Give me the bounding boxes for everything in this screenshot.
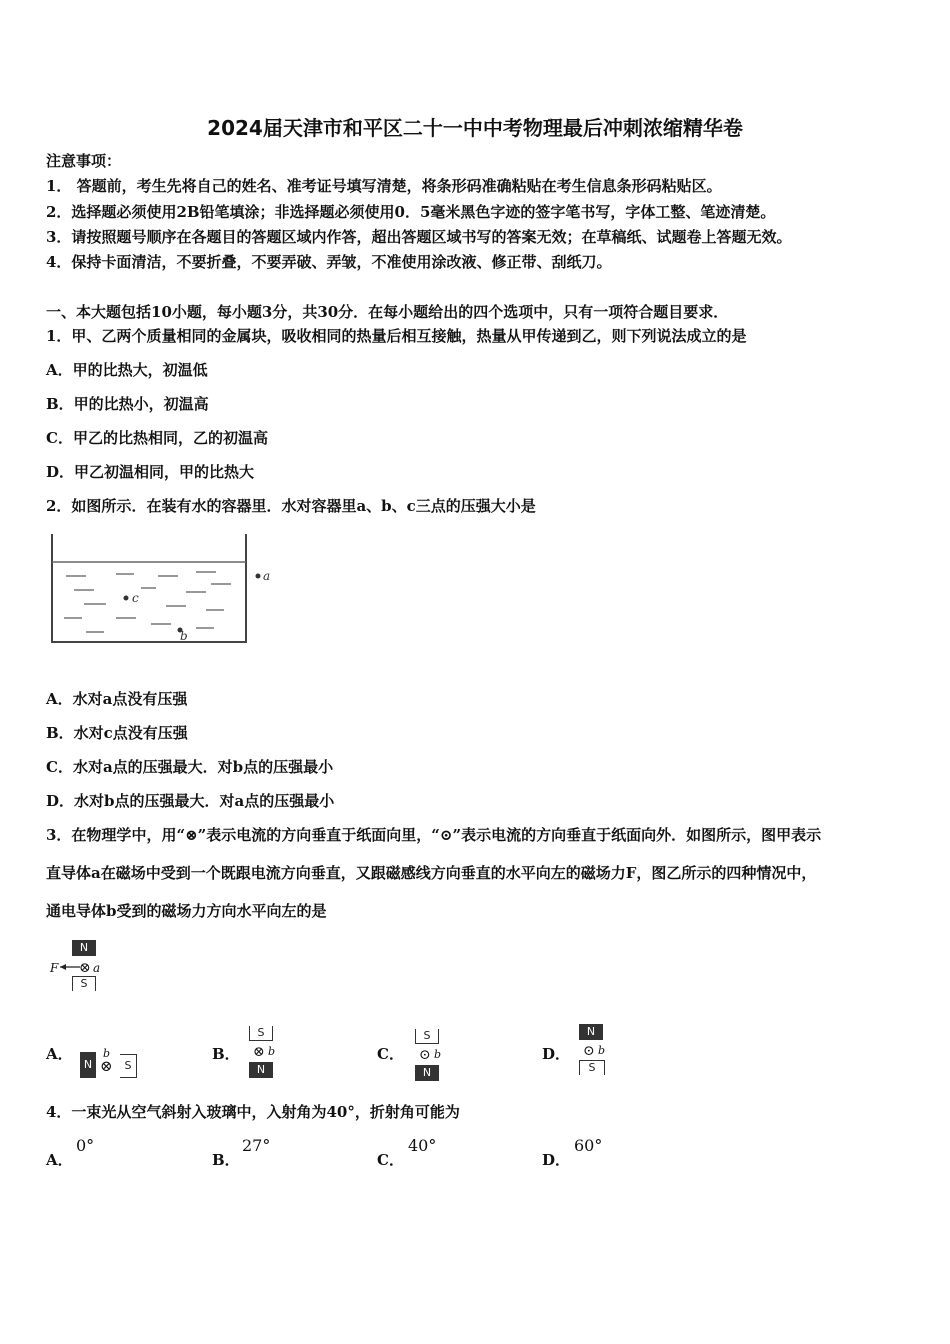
south-pole: S (249, 1026, 273, 1041)
q3-option-c-label: C． (377, 1045, 404, 1063)
south-pole: S (579, 1060, 605, 1075)
notice-item: 3．请按照题号顺序在各题目的答题区域内作答，超出答题区域书写的答案无效；在草稿纸、试题卷上答题无效。 (46, 228, 792, 246)
q1-option-d: D．甲乙初温相同，甲的比热大 (46, 463, 255, 481)
notice-item: 4．保持卡面清洁，不要折叠，不要弄破、弄皱，不准使用涂改液、修正带、刮纸刀。 (46, 253, 612, 271)
question-4-stem: 4．一束光从空气斜射入玻璃中，入射角为40°，折射角可能为 (46, 1103, 460, 1121)
q4-option-c-label: C． (377, 1151, 404, 1169)
question-3-stem-line: 通电导体b受到的磁场力方向水平向左的是 (46, 902, 327, 920)
conductor-label: b (598, 1044, 606, 1057)
q1-option-c: C．甲乙的比热相同，乙的初温高 (46, 429, 268, 447)
q4-option-d-value: 60° (574, 1136, 603, 1155)
north-pole: N (415, 1065, 439, 1081)
q4-option-d-label: D． (542, 1151, 571, 1169)
water-container-figure (46, 532, 276, 650)
notice-heading: 注意事项： (46, 152, 122, 170)
q4-option-c-value: 40° (408, 1136, 437, 1155)
q4-option-b-label: B． (212, 1151, 240, 1169)
north-pole: N (579, 1024, 603, 1040)
point-a (256, 574, 261, 579)
label-b: b (180, 629, 188, 643)
conductor-label: b (103, 1047, 111, 1060)
q2-option-b: B．水对c点没有压强 (46, 724, 188, 742)
notice-item: 2．选择题必须使用2B铅笔填涂；非选择题必须使用0．5毫米黑色字迹的签字笔书写，字体工整、笔迹清楚。 (46, 203, 776, 221)
south-pole: S (415, 1029, 439, 1044)
conductor-label: b (434, 1048, 442, 1061)
q2-option-a: A．水对a点没有压强 (46, 690, 188, 708)
question-3-stem-line: 直导体a在磁场中受到一个既跟电流方向垂直，又跟磁感线方向垂直的水平向左的磁场力F，图乙所示的四种情况中， (46, 864, 817, 882)
current-into-page-icon: ⊗ (100, 1057, 113, 1075)
q1-option-a: A．甲的比热大，初温低 (46, 361, 208, 379)
page-title: 2024届天津市和平区二十一中中考物理最后冲刺浓缩精华卷 (207, 116, 743, 140)
q2-option-d: D．水对b点的压强最大．对a点的压强最小 (46, 792, 335, 810)
current-into-page-icon: ⊗ (253, 1044, 265, 1060)
north-pole: N (80, 1052, 96, 1078)
south-pole: S (72, 976, 96, 991)
q4-option-a-value: 0° (76, 1136, 95, 1155)
q4-option-a-label: A． (46, 1151, 73, 1169)
q2-option-c: C．水对a点的压强最大．对b点的压强最小 (46, 758, 334, 776)
section-heading: 一、本大题包括10小题，每小题3分，共30分．在每小题给出的四个选项中，只有一项符合题目要求． (46, 303, 729, 321)
q4-option-b-value: 27° (242, 1136, 271, 1155)
q3-option-b-label: B． (212, 1045, 240, 1063)
current-out-of-page-icon: ⊙ (419, 1047, 431, 1063)
question-3-stem-line: 3．在物理学中，用“⊗”表示电流的方向垂直于纸面向里，“⊙”表示电流的方向垂直于纸面向外．如图所示，图甲表示 (46, 826, 822, 844)
north-pole: N (72, 940, 96, 956)
current-into-page-icon: ⊗ (79, 960, 91, 976)
conductor-label: a (93, 961, 101, 975)
question-1-stem: 1．甲、乙两个质量相同的金属块，吸收相同的热量后相互接触，热量从甲传递到乙，则下列说法成立的是 (46, 327, 747, 345)
notice-item: 1． 答题前，考生先将自己的姓名、准考证号填写清楚，将条形码准确粘贴在考生信息条形码粘贴区。 (46, 177, 722, 195)
q1-option-b: B．甲的比热小，初温高 (46, 395, 209, 413)
conductor-label: b (268, 1045, 276, 1058)
point-c (124, 596, 129, 601)
south-pole: S (120, 1054, 137, 1078)
label-a: a (263, 569, 271, 583)
question-2-stem: 2．如图所示．在装有水的容器里．水对容器里a、b、c三点的压强大小是 (46, 497, 536, 515)
q3-option-d-label: D． (542, 1045, 571, 1063)
north-pole: N (249, 1062, 273, 1078)
q3-option-a-label: A． (46, 1045, 73, 1063)
force-label: F (50, 961, 59, 975)
label-c: c (132, 591, 139, 605)
current-out-of-page-icon: ⊙ (583, 1043, 595, 1059)
